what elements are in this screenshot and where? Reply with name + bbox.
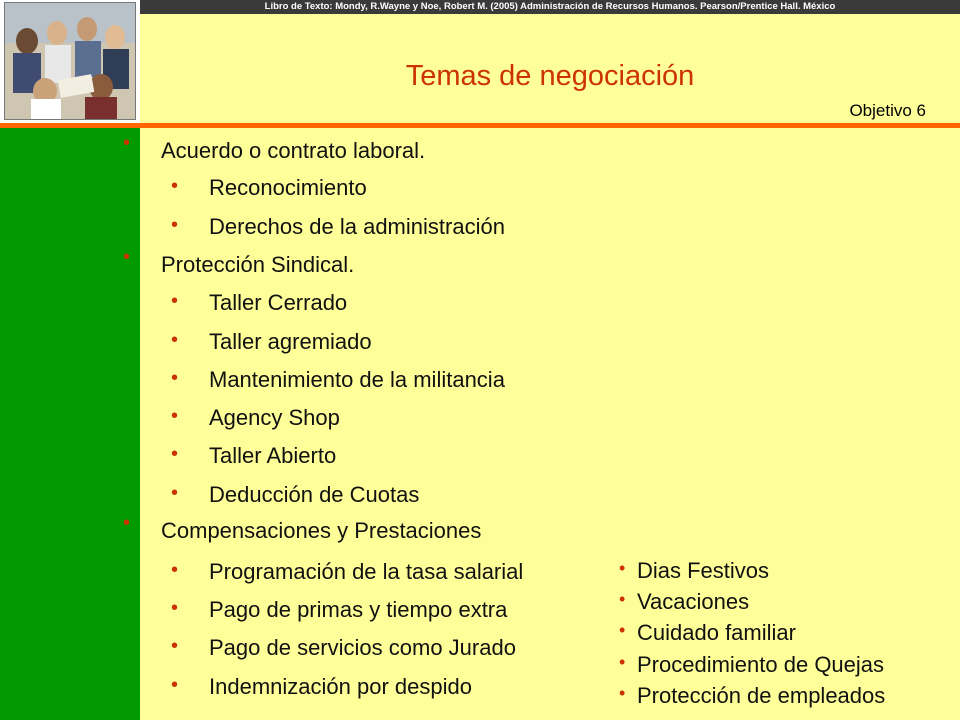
bullet-icon: •: [171, 405, 179, 427]
list-item-sub: [171, 214, 505, 240]
orange-divider: [0, 123, 960, 128]
list-item-sub: [171, 597, 508, 623]
bullet-icon: •: [171, 367, 179, 389]
list-item-section: [123, 512, 482, 544]
bullet-icon: •: [619, 589, 626, 609]
bullet-icon: •: [171, 482, 179, 504]
bullet-icon: •: [619, 558, 626, 578]
list-item-sub: [171, 329, 372, 355]
list-item-label: Procedimiento de Quejas: [637, 652, 885, 677]
list-item-section: [123, 132, 426, 164]
bullet-icon: •: [123, 246, 131, 268]
bullet-icon: •: [123, 132, 131, 154]
list-item-sub: [171, 443, 337, 469]
list-item-section: [123, 246, 355, 278]
list-item-label: Mantenimiento de la militancia: [209, 367, 505, 392]
citation-text: Libro de Texto: Mondy, R.Wayne y Noe, Robert M. (2005) Administración de Recursos Humanos. Pearson/Prentice Hall. México: [264, 1, 836, 12]
list-item-label: Agency Shop: [209, 405, 340, 430]
bullet-icon: •: [171, 214, 179, 236]
list-item-label: Pago de servicios como Jurado: [209, 635, 516, 660]
list-item-sub: [171, 674, 472, 700]
list-item-sub: [171, 290, 348, 316]
bullet-icon: •: [171, 635, 179, 657]
list-item-label: Taller Cerrado: [209, 290, 348, 315]
objective-label: Objetivo 6: [849, 101, 926, 120]
list-item-label: Dias Festivos: [637, 558, 770, 583]
bullet-icon: •: [619, 683, 626, 703]
bullet-icon: •: [619, 652, 626, 672]
list-item-label: Protección de empleados: [637, 683, 886, 708]
bullet-icon: •: [171, 559, 179, 581]
bullet-icon: •: [171, 443, 179, 465]
list-item-label: Pago de primas y tiempo extra: [209, 597, 508, 622]
bullet-icon: •: [171, 329, 179, 351]
bullet-icon: •: [171, 597, 179, 619]
list-item-label: Reconocimiento: [209, 175, 367, 200]
list-item-label: Deducción de Cuotas: [209, 482, 420, 507]
right-list-item: [619, 683, 886, 709]
bullet-icon: •: [171, 674, 179, 696]
list-item-sub: [171, 482, 420, 508]
list-item-sub: [171, 635, 516, 661]
list-item-label: Taller agremiado: [209, 329, 372, 354]
list-item-sub: [171, 405, 340, 431]
right-list-item: [619, 558, 770, 584]
people-photo: [4, 2, 136, 120]
list-item-sub: [171, 367, 505, 393]
right-list-item: [619, 589, 750, 615]
bullet-icon: •: [123, 512, 131, 534]
bullet-icon: •: [171, 175, 179, 197]
list-item-label: Derechos de la administración: [209, 214, 505, 239]
list-item-label: Vacaciones: [637, 589, 750, 614]
right-list-item: [619, 652, 885, 678]
bullet-icon: •: [171, 290, 179, 312]
list-item-label: Taller Abierto: [209, 443, 337, 468]
right-list-item: [619, 620, 796, 646]
list-item-label: Compensaciones y Prestaciones: [161, 518, 482, 543]
list-item-label: Acuerdo o contrato laboral.: [161, 138, 426, 163]
slide-title: Temas de negociación: [405, 60, 695, 92]
list-item-sub: [171, 559, 524, 585]
list-item-label: Cuidado familiar: [637, 620, 796, 645]
list-item-sub: [171, 175, 367, 201]
bullet-icon: •: [619, 620, 626, 640]
list-item-label: Indemnización por despido: [209, 674, 472, 699]
list-item-label: Programación de la tasa salarial: [209, 559, 524, 584]
list-item-label: Protección Sindical.: [161, 252, 355, 277]
left-green-sidebar: [0, 128, 140, 720]
